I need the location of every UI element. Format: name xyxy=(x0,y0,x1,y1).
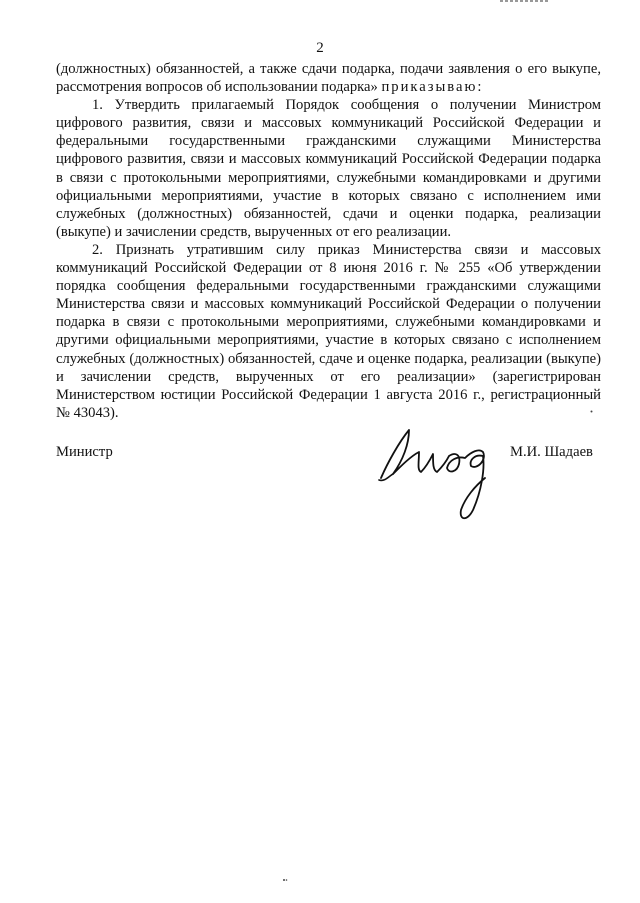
page-number: 2 xyxy=(316,40,324,56)
paragraph-2: 2. Признать утратившим силу приказ Министерства связи и массовых коммуникаций Российской Федерации от 8 июня 2016 г. № 255 «Об утверждении порядка сообщения федеральными государственными гражданскими служащими Министерства связи и массовых коммуникаций Российской Федерации о получении подарка в связи с протокольными мероприятиями, служебными командировками и другими официальными мероприятиями, участие в которых связано с исполнением служебных (должностных) обязанностей, сдаче и оценке подарка, реализации (выкупе) и зачислении средств, вырученных от его реализации» (зарегистрирован Министерством юстиции Российской Федерации 1 августа 2016 г., регистрационный № 43043). xyxy=(56,241,601,421)
intro-paragraph xyxy=(56,60,601,96)
intro-colon: : xyxy=(477,79,482,96)
scan-artifact-dot xyxy=(590,410,593,413)
signatory-title: Министр xyxy=(56,444,113,460)
signatory-name: М.И. Шадаев xyxy=(510,444,593,460)
document-body xyxy=(56,60,601,422)
intro-text: (должностных) обязанностей, а также сдачи подарка, подачи заявления о его выкупе, рассмотрения вопросов об использовании подарка» xyxy=(56,61,601,96)
scan-artifact-dot xyxy=(282,878,288,882)
scan-artifact-mark xyxy=(500,0,550,4)
decree-word: приказываю xyxy=(381,79,478,96)
handwritten-signature xyxy=(375,420,505,525)
paragraph-1: 1. Утвердить прилагаемый Порядок сообщения о получении Министром цифрового развития, связи и массовых коммуникаций Российской Федерации и федеральными государственными гражданскими служащими Министерства цифрового развития, связи и массовых коммуникаций Российской Федерации подарка в связи с протокольными мероприятиями, служебными командировками и другими официальными мероприятиями, участие в которых связано с исполнением ими служебных (должностных) обязанностей, сдачи и оценки подарка, реализации (выкупе) и зачислении средств, вырученных от его реализации. xyxy=(56,97,601,240)
